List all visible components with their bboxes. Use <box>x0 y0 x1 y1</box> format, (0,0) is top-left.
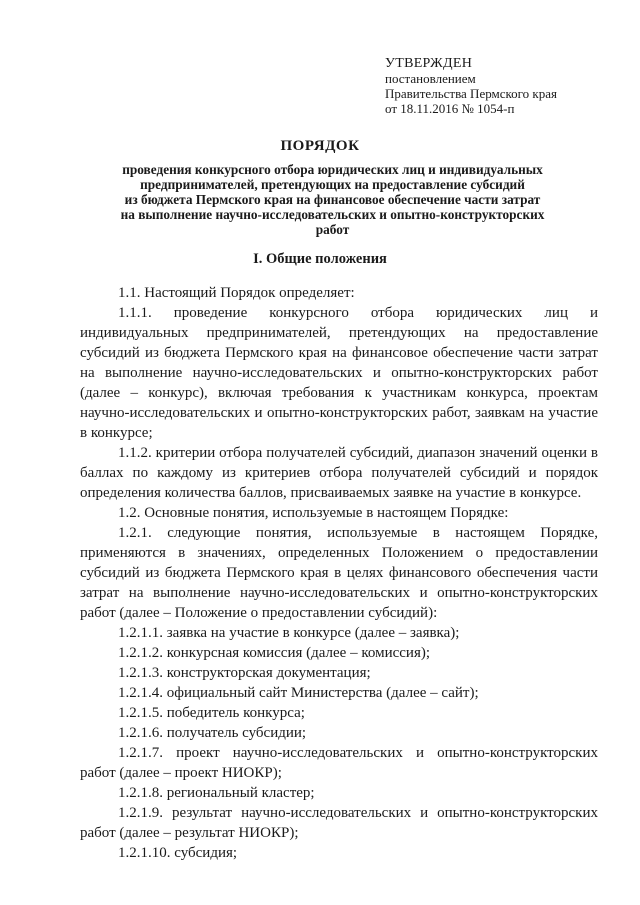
approval-authority: Правительства Пермского края <box>385 86 557 101</box>
approval-status: УТВЕРЖДЕН <box>385 56 473 71</box>
document-subtitle <box>80 162 585 237</box>
paragraph-1-1: 1.1. Настоящий Порядок определяет: <box>118 285 355 301</box>
approval-date-number: от 18.11.2016 № 1054-п <box>385 101 515 116</box>
list-item: 1.2.1.1. заявка на участие в конкурсе (далее – заявка); <box>118 625 460 641</box>
document-body <box>80 283 598 863</box>
subtitle-line: предпринимателей, претендующих на предоставление субсидий <box>140 177 525 192</box>
list-item: 1.2.1.2. конкурсная комиссия (далее – комиссия); <box>118 645 431 661</box>
approval-block <box>385 56 625 116</box>
paragraph-1-1-2: 1.1.2. критерии отбора получателей субсидий, диапазон значений оценки в баллах по каждому из критериев отбора получателей субсидий и порядок определения количества баллов, присваиваемых заявке на участие в конкурсе. <box>80 445 598 501</box>
list-item: 1.2.1.5. победитель конкурса; <box>118 705 305 721</box>
list-item: 1.2.1.7. проект научно-исследовательских и опытно-конструкторских работ (далее – проект НИОКР); <box>80 745 598 781</box>
section-heading: I. Общие положения <box>253 251 387 267</box>
subtitle-line: работ <box>315 222 350 237</box>
subtitle-line: проведения конкурсного отбора юридических лиц и индивидуальных <box>122 162 543 177</box>
approval-document-type: постановлением <box>385 71 476 86</box>
subtitle-line: на выполнение научно-исследовательских и опытно-конструкторских <box>120 207 545 222</box>
subtitle-line: из бюджета Пермского края на финансовое обеспечение части затрат <box>124 192 541 207</box>
paragraph-1-1-1: 1.1.1. проведение конкурсного отбора юридических лиц и индивидуальных предпринимателей, претендующих на предоставление субсидий из бюджета Пермского края на финансовое обеспечение части затрат на выполнение научно-исследовательских и опытно-конструкторских работ (далее – конкурс), включая требования к участникам конкурса, проектам научно-исследовательских и опытно-конструкторских работ, заявкам на участие в конкурсе; <box>80 305 598 441</box>
list-item: 1.2.1.3. конструкторская документация; <box>118 665 371 681</box>
list-item: 1.2.1.8. региональный кластер; <box>118 785 315 801</box>
list-item: 1.2.1.9. результат научно-исследовательских и опытно-конструкторских работ (далее – результат НИОКР); <box>80 805 598 841</box>
paragraph-1-2: 1.2. Основные понятия, используемые в настоящем Порядке: <box>118 505 509 521</box>
list-item: 1.2.1.10. субсидия; <box>118 845 238 861</box>
list-item: 1.2.1.4. официальный сайт Министерства (далее – сайт); <box>118 685 479 701</box>
paragraph-1-2-1: 1.2.1. следующие понятия, используемые в настоящем Порядке, применяются в значениях, определенных Положением о предоставлении субсидий из бюджета Пермского края в целях финансового обеспечения части затрат на выполнение научно-исследовательских и опытно-конструкторских работ (далее – Положение о предоставлении субсидий): <box>80 525 598 621</box>
document-title: ПОРЯДОК <box>280 138 360 154</box>
list-item: 1.2.1.6. получатель субсидии; <box>118 725 307 741</box>
